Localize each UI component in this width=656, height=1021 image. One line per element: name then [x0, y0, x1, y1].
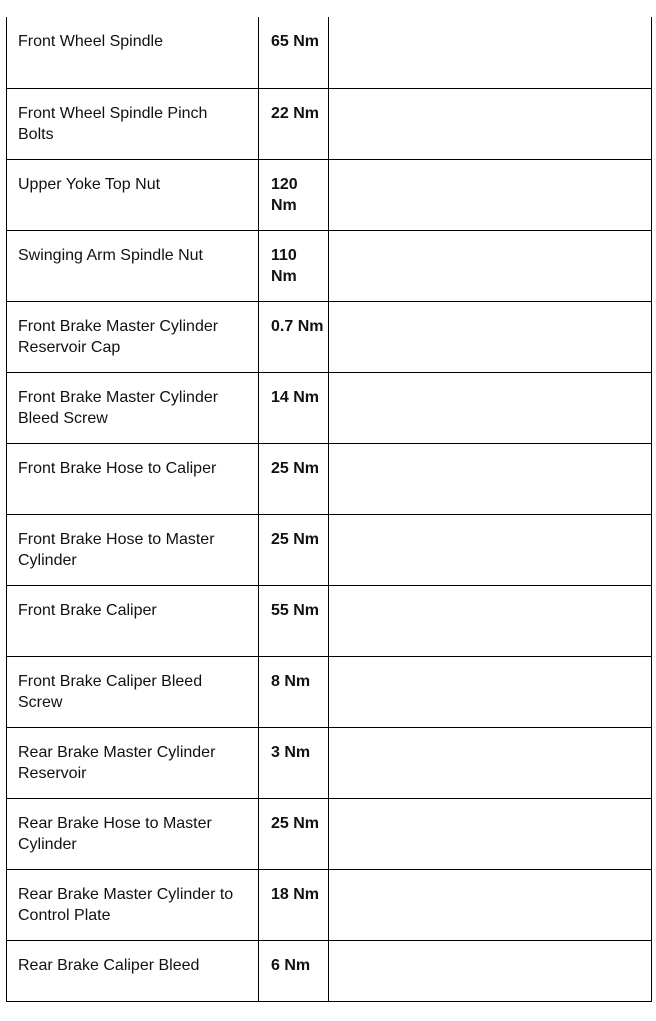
notes-cell	[329, 372, 652, 443]
component-cell: Upper Yoke Top Nut	[7, 159, 259, 230]
table-row	[7, 17, 652, 88]
notes-cell	[329, 230, 652, 301]
torque-cell: 120 Nm	[259, 159, 329, 230]
notes-cell	[329, 656, 652, 727]
table-row	[7, 159, 652, 230]
torque-cell: 65 Nm	[259, 17, 329, 88]
table-row	[7, 727, 652, 798]
component-cell: Front Brake Hose to Caliper	[7, 443, 259, 514]
torque-cell: 25 Nm	[259, 798, 329, 869]
table-row	[7, 372, 652, 443]
torque-cell: 0.7 Nm	[259, 301, 329, 372]
component-cell: Front Brake Caliper	[7, 585, 259, 656]
torque-cell: 22 Nm	[259, 88, 329, 159]
table-row	[7, 940, 652, 1001]
torque-cell: 25 Nm	[259, 443, 329, 514]
notes-cell	[329, 798, 652, 869]
component-cell: Rear Brake Hose to Master Cylinder	[7, 798, 259, 869]
component-cell: Swinging Arm Spindle Nut	[7, 230, 259, 301]
component-cell: Front Wheel Spindle Pinch Bolts	[7, 88, 259, 159]
notes-cell	[329, 301, 652, 372]
torque-cell: 3 Nm	[259, 727, 329, 798]
notes-cell	[329, 514, 652, 585]
notes-cell	[329, 727, 652, 798]
notes-cell	[329, 585, 652, 656]
table-row	[7, 585, 652, 656]
notes-cell	[329, 17, 652, 88]
torque-cell: 25 Nm	[259, 514, 329, 585]
component-cell: Front Brake Hose to Master Cylinder	[7, 514, 259, 585]
table-row	[7, 656, 652, 727]
notes-cell	[329, 443, 652, 514]
torque-cell: 110 Nm	[259, 230, 329, 301]
notes-cell	[329, 159, 652, 230]
torque-cell: 6 Nm	[259, 940, 329, 1001]
table-row	[7, 230, 652, 301]
notes-cell	[329, 869, 652, 940]
component-cell: Front Brake Caliper Bleed Screw	[7, 656, 259, 727]
notes-cell	[329, 940, 652, 1001]
table-row	[7, 869, 652, 940]
torque-cell: 18 Nm	[259, 869, 329, 940]
torque-spec-table	[6, 17, 652, 1002]
component-cell: Front Brake Master Cylinder Bleed Screw	[7, 372, 259, 443]
table-row	[7, 301, 652, 372]
torque-cell: 55 Nm	[259, 585, 329, 656]
table-row	[7, 798, 652, 869]
torque-cell: 14 Nm	[259, 372, 329, 443]
table-row	[7, 88, 652, 159]
component-cell: Rear Brake Master Cylinder Reservoir	[7, 727, 259, 798]
component-cell: Front Brake Master Cylinder Reservoir Cap	[7, 301, 259, 372]
notes-cell	[329, 88, 652, 159]
torque-cell: 8 Nm	[259, 656, 329, 727]
table-row	[7, 443, 652, 514]
table-row	[7, 514, 652, 585]
component-cell: Rear Brake Caliper Bleed	[7, 940, 259, 1001]
component-cell: Front Wheel Spindle	[7, 17, 259, 88]
component-cell: Rear Brake Master Cylinder to Control Plate	[7, 869, 259, 940]
